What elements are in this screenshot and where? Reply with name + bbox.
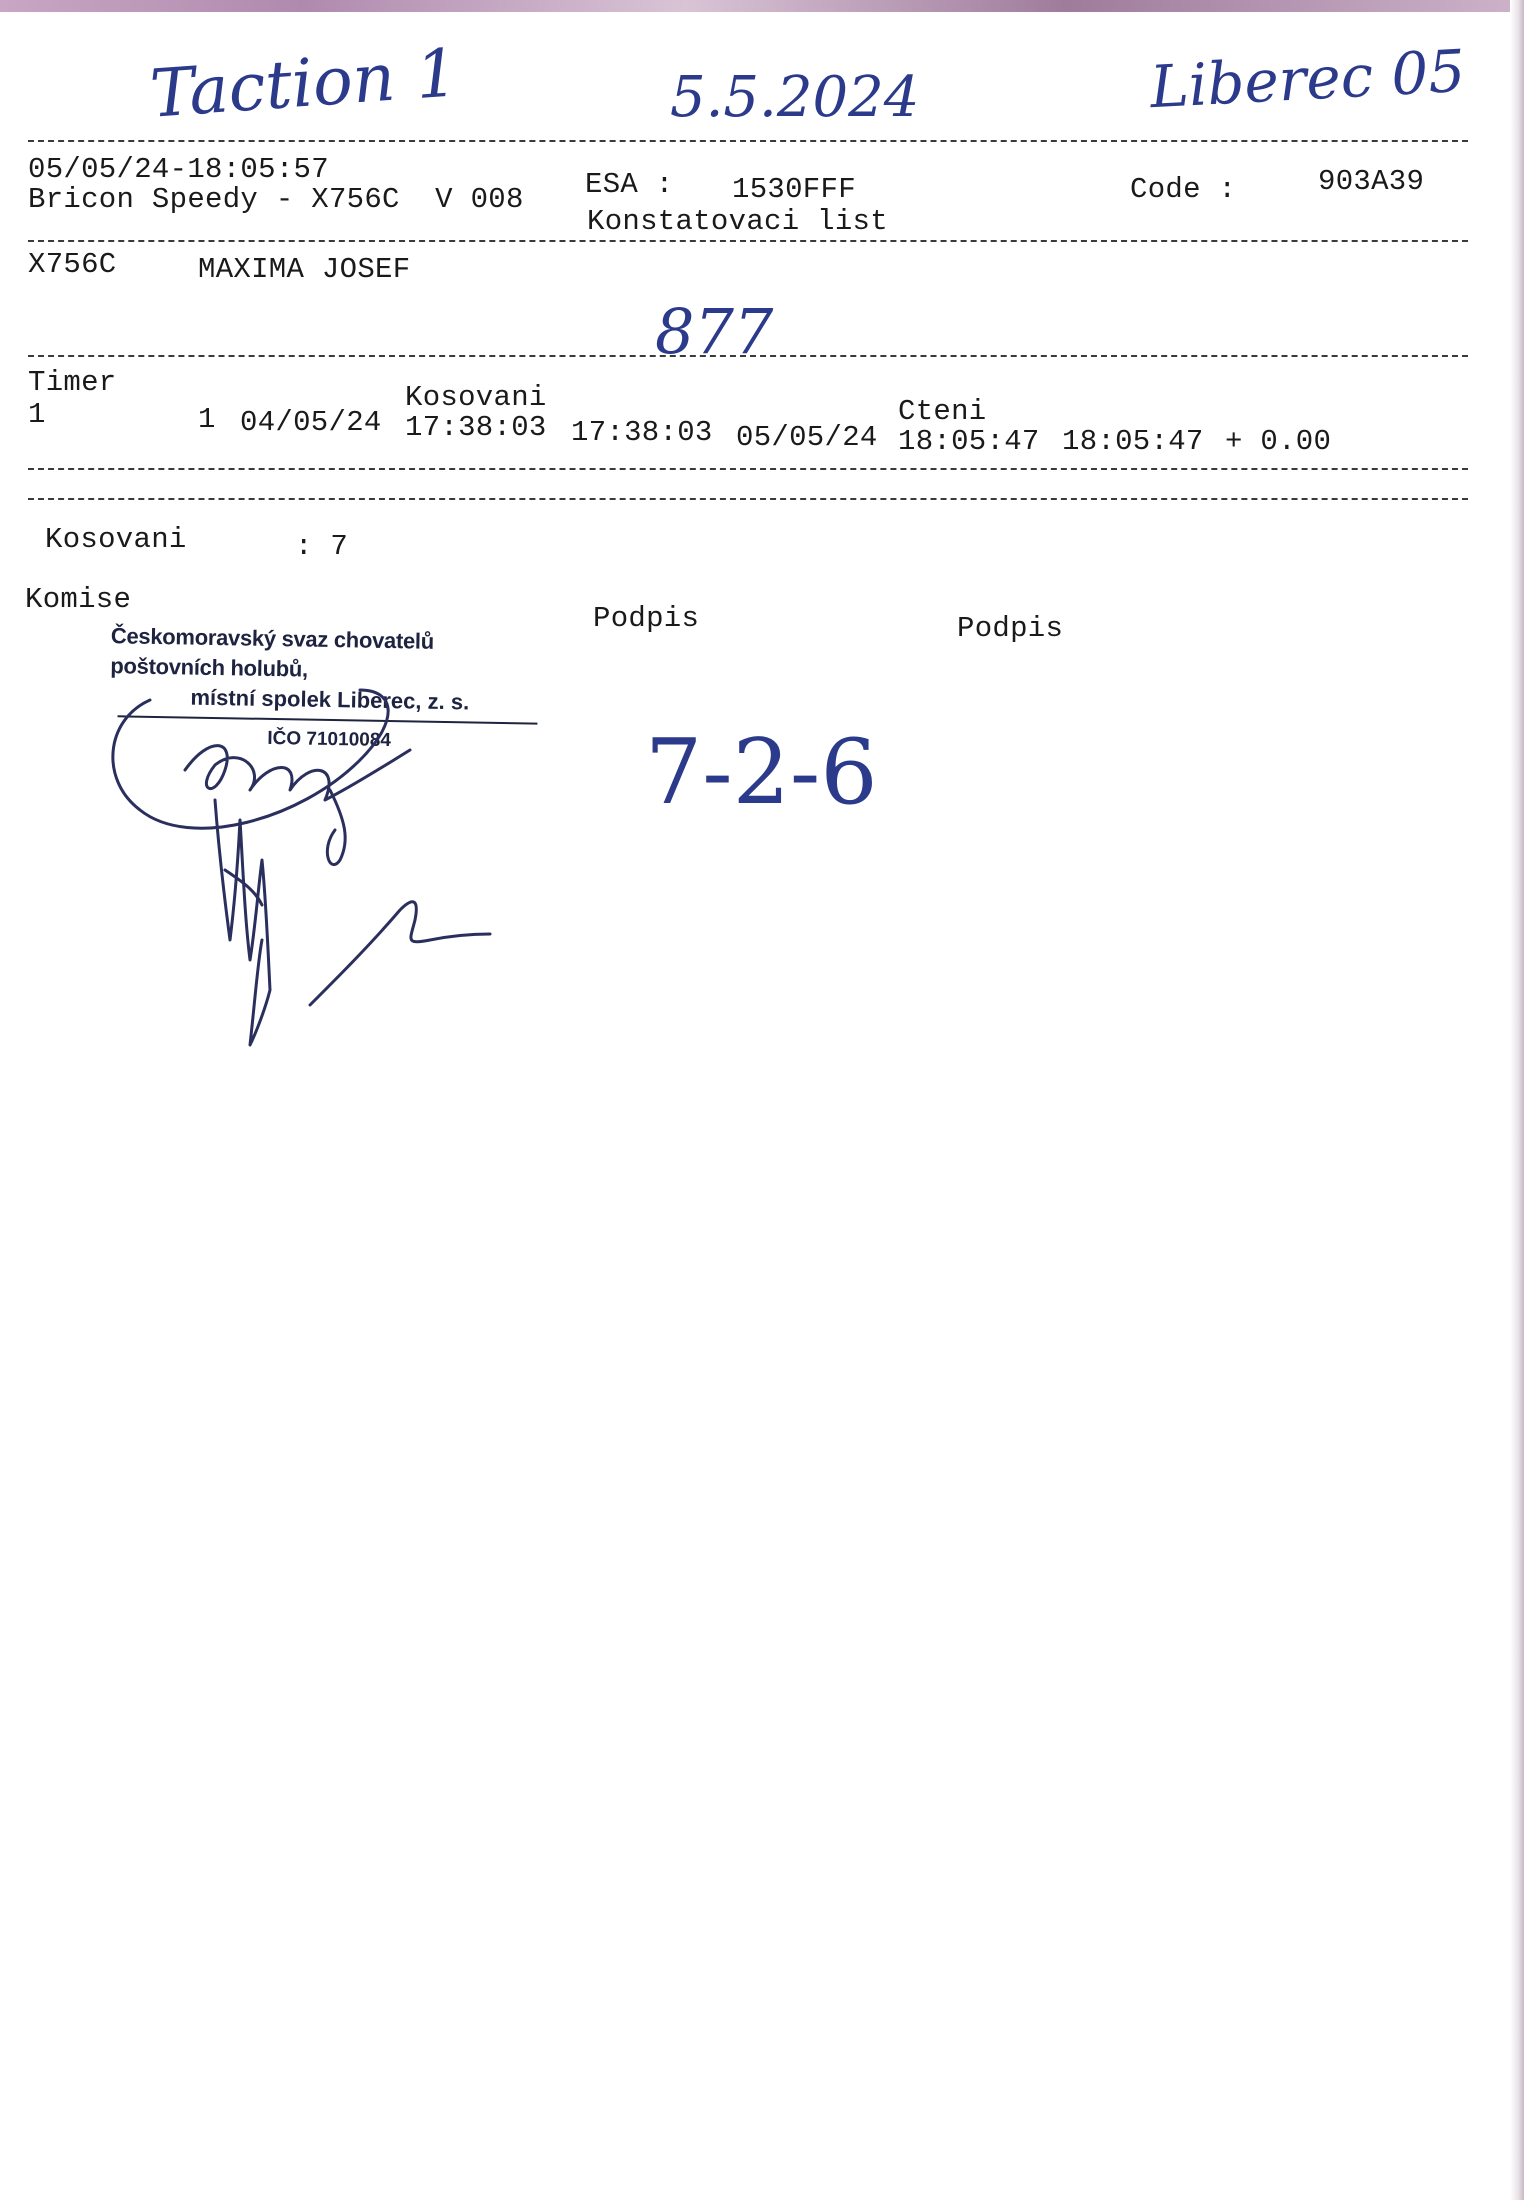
- podpis-label-1: Podpis: [593, 602, 700, 635]
- header-datetime: 05/05/24-18:05:57: [28, 153, 329, 186]
- kosovani-header: Kosovani: [405, 381, 547, 414]
- row-diff: + 0.00: [1225, 425, 1332, 458]
- code-value: 903A39: [1318, 165, 1425, 198]
- row-cteni-date: 05/05/24: [736, 421, 878, 454]
- stamp-line-3: IČO 71010084: [267, 727, 392, 752]
- handwritten-top-right: Liberec 05: [1148, 36, 1467, 122]
- komise-label: Komise: [25, 583, 132, 616]
- row-seq: 1: [198, 403, 216, 436]
- signature-loop: [113, 690, 388, 828]
- code-label: Code :: [1130, 173, 1237, 206]
- signature-3: [310, 902, 490, 1005]
- handwritten-date: 5.5.2024: [670, 65, 920, 130]
- timer-header: Timer: [28, 366, 117, 399]
- cteni-header: Cteni: [898, 395, 987, 428]
- summary-kosovani-value: : 7: [295, 530, 349, 563]
- handwritten-result: 7-2-6: [645, 720, 878, 825]
- document-title: Konstatovaci list: [587, 205, 888, 238]
- row-cteni-time1: 18:05:47: [898, 425, 1040, 458]
- owner-id: X756C: [28, 248, 117, 281]
- podpis-label-2: Podpis: [957, 612, 1064, 645]
- stamp-line-2: místní spolek Liberec, z. s.: [190, 684, 470, 715]
- esa-label: ESA :: [585, 168, 674, 201]
- summary-kosovani-label: Kosovani: [45, 523, 187, 556]
- owner-name: MAXIMA JOSEF: [198, 253, 411, 286]
- signature-1: [185, 746, 410, 800]
- row-kos-time1: 17:38:03: [405, 411, 547, 444]
- handwritten-count: 877: [655, 295, 774, 368]
- row-cteni-time2: 18:05:47: [1062, 425, 1204, 458]
- signature-2: [215, 800, 270, 1045]
- row-kos-date: 04/05/24: [240, 406, 382, 439]
- handwritten-top-left: Taction 1: [147, 34, 461, 133]
- signature-1-tail: [327, 790, 345, 865]
- esa-value: 1530FFF: [732, 173, 856, 206]
- header-device: Bricon Speedy - X756C V 008: [28, 183, 524, 216]
- row-kos-time2: 17:38:03: [571, 416, 713, 449]
- stamp-line-1: Českomoravský svaz chovatelů poštovních holubů,: [110, 623, 435, 682]
- row-timer: 1: [28, 398, 46, 431]
